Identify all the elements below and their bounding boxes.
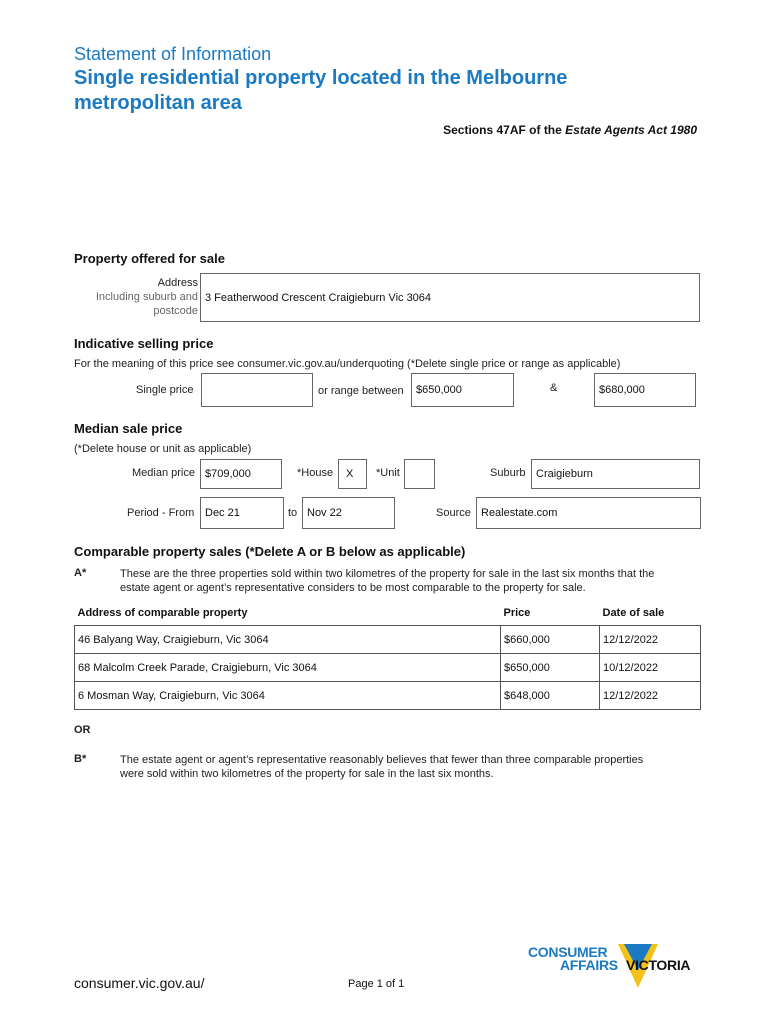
comparable-price[interactable]: $660,000 — [501, 626, 600, 654]
indicative-heading: Indicative selling price — [74, 336, 214, 351]
address-label — [70, 276, 198, 318]
source-label: Source — [436, 507, 471, 519]
comparable-price[interactable]: $648,000 — [501, 682, 600, 710]
single-price-field[interactable] — [201, 373, 313, 407]
comparable-address[interactable]: 6 Mosman Way, Craigieburn, Vic 3064 — [75, 682, 501, 710]
option-a-text-line-1: These are the three properties sold within two kilometres of the property for sale in the last six months that the — [120, 568, 655, 580]
table-row — [75, 654, 701, 682]
house-field[interactable]: X — [338, 459, 367, 489]
title-line-2: metropolitan area — [74, 92, 242, 114]
suburb-label: Suburb — [490, 467, 526, 479]
table-row — [75, 682, 701, 710]
period-from-field[interactable]: Dec 21 — [200, 497, 284, 529]
indicative-note: For the meaning of this price see consumer.vic.gov.au/underquoting (*Delete single price or range as applicable) — [74, 358, 621, 370]
statement-heading: Statement of Information — [74, 44, 272, 64]
range-label: or range between — [318, 385, 404, 397]
option-b-text — [120, 753, 643, 781]
comparable-date[interactable]: 12/12/2022 — [600, 626, 701, 654]
range-ampersand: & — [550, 382, 558, 394]
property-heading: Property offered for sale — [74, 251, 225, 266]
act-name: Estate Agents Act 1980 — [565, 123, 697, 137]
table-header-row — [75, 605, 701, 626]
option-a-text — [120, 567, 654, 595]
unit-label: *Unit — [376, 467, 400, 479]
col-date-header: Date of sale — [602, 607, 665, 619]
source-field[interactable]: Realestate.com — [476, 497, 701, 529]
option-b-text-line-2: were sold within two kilometres of the property for sale in the last six months. — [120, 768, 494, 780]
comparable-address[interactable]: 68 Malcolm Creek Parade, Craigieburn, Vic 3064 — [75, 654, 501, 682]
range-to-field[interactable]: $680,000 — [594, 373, 696, 407]
act-reference — [443, 123, 697, 137]
median-heading: Median sale price — [74, 421, 183, 436]
range-from-field[interactable]: $650,000 — [411, 373, 514, 407]
option-b-label: B* — [74, 753, 87, 765]
address-field[interactable]: 3 Featherwood Crescent Craigieburn Vic 3064 — [200, 273, 700, 322]
address-label-line-1: Address — [157, 277, 198, 289]
logo-victoria-text: VICTORIA — [626, 957, 691, 973]
unit-field[interactable] — [404, 459, 435, 489]
col-address-header: Address of comparable property — [77, 607, 248, 619]
median-note: (*Delete house or unit as applicable) — [74, 443, 252, 455]
or-label: OR — [74, 724, 91, 736]
act-prefix: Sections 47AF of the — [443, 123, 566, 137]
comparable-table — [74, 605, 701, 710]
table-row — [75, 626, 701, 654]
single-price-label: Single price — [136, 384, 194, 396]
logo-affairs-text: AFFAIRS — [560, 957, 618, 973]
address-label-line-2: Including suburb and — [95, 291, 198, 303]
address-label-line-3: postcode — [153, 305, 198, 317]
house-label: *House — [297, 467, 334, 479]
title-line-1: Single residential property located in the Melbourne — [74, 67, 568, 89]
median-price-label: Median price — [132, 467, 195, 479]
comparable-price[interactable]: $650,000 — [501, 654, 600, 682]
comparable-date[interactable]: 10/12/2022 — [600, 654, 701, 682]
period-to-label: to — [288, 507, 298, 519]
consumer-affairs-victoria-logo — [528, 944, 703, 992]
option-b-text-line-1: The estate agent or agent’s representative reasonably believes that fewer than three comparable properties — [120, 754, 644, 766]
option-a-label: A* — [74, 567, 87, 579]
comparable-date[interactable]: 12/12/2022 — [600, 682, 701, 710]
option-a-text-line-2: estate agent or agent’s representative considers to be most comparable to the property for sale. — [120, 582, 586, 594]
logo-consumer-text: CONSUMER — [528, 944, 608, 960]
page-number: Page 1 of 1 — [348, 978, 405, 990]
suburb-field[interactable]: Craigieburn — [531, 459, 700, 489]
comparable-heading: Comparable property sales (*Delete A or B below as applicable) — [74, 544, 466, 559]
period-label: Period - From — [127, 507, 195, 519]
document-title — [74, 66, 567, 116]
footer-url[interactable]: consumer.vic.gov.au/ — [74, 975, 205, 991]
median-price-field[interactable]: $709,000 — [200, 459, 282, 489]
comparable-address[interactable]: 46 Balyang Way, Craigieburn, Vic 3064 — [75, 626, 501, 654]
col-price-header: Price — [503, 607, 531, 619]
period-to-field[interactable]: Nov 22 — [302, 497, 395, 529]
